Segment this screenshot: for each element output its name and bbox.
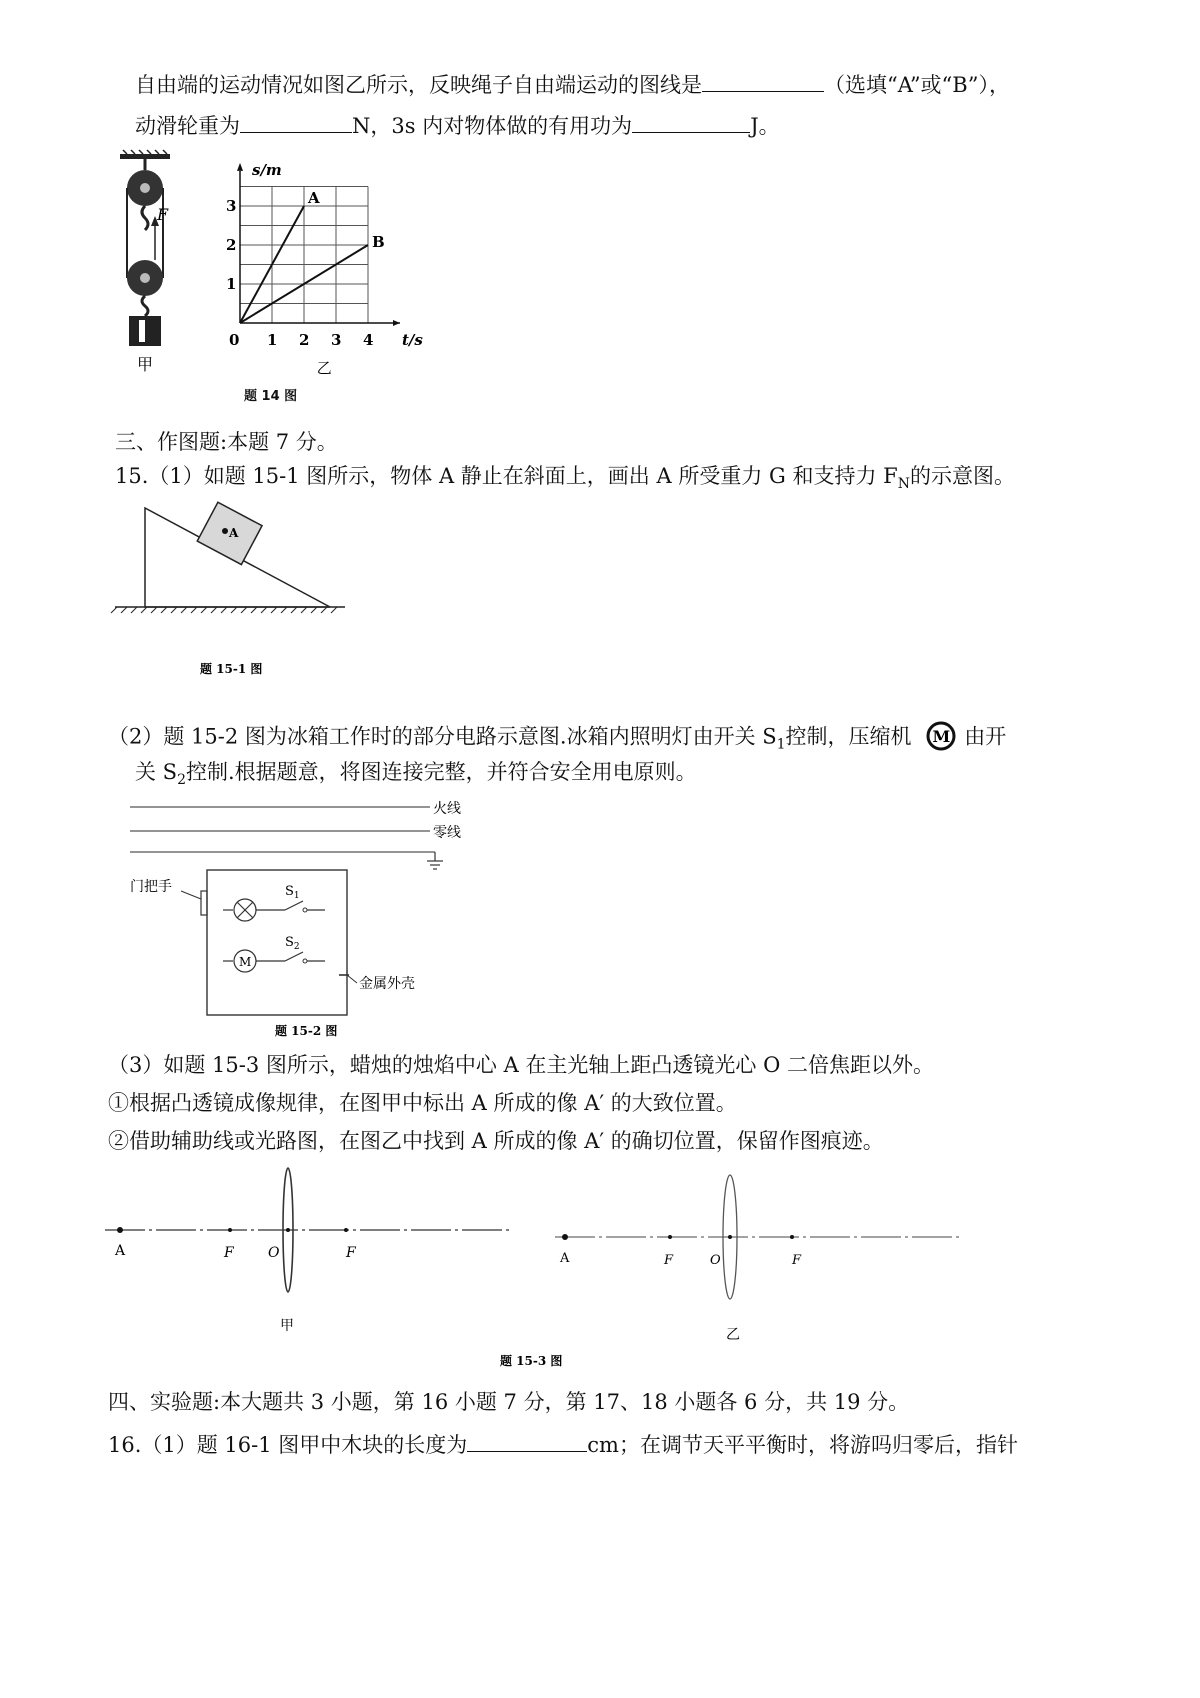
ground-hatching [111,607,337,613]
point-f-right-label: F [346,1245,356,1261]
switch-s1-icon [285,901,303,910]
q14-line1-text-a: 自由端的运动情况如图乙所示，反映绳子自由端运动的图线是 [135,73,702,97]
pulley-panel-label: 甲 [137,355,154,374]
q15-part2-line2-text-b: 控制.根据题意，将图连接完整，并符合安全用电原则。 [185,760,697,784]
x-tick-label: 4 [363,331,374,349]
door-handle-label: 门把手 [130,879,172,895]
x-tick-label: 2 [299,331,310,349]
q14-line2 [135,114,780,137]
q14-line2-text-c: J。 [750,114,780,138]
block-label: A [229,526,239,540]
q15-part3: （3）如题 15-3 图所示，蜡烛的烛焰中心 A 在主光轴上距凸透镜光心 O 二倍焦距以外。 [108,1053,934,1077]
section4-heading: 四、实验题:本大题共 3 小题，第 16 小题 7 分，第 17、18 小题各 6 分，共 19 分。 [108,1390,910,1414]
q15-part3-item1: ①根据凸透镜成像规律，在图甲中标出 A 所成的像 A′ 的大致位置。 [108,1091,737,1115]
q14-blank-pulley-weight[interactable] [240,114,352,133]
lens-diagram-jia [100,1160,520,1340]
q14-line1-text-b: （选填“A”或“B”）， [824,73,1010,97]
switch-s2-label: $S_2$ [285,935,300,952]
fig15-1-caption: 题 15-1 图 [200,662,263,676]
fig15-2-caption: 题 15-2 图 [275,1024,338,1038]
point-a-label: A [560,1251,570,1266]
section3-heading: 三、作图题:本题 7 分。 [115,430,338,454]
chart-panel-label: 乙 [316,359,332,377]
q15-part2-sub1: 1 [776,736,786,753]
circuit-diagram [125,795,485,1045]
motor-symbol-icon [924,721,958,755]
point-f-right-label: F [792,1253,802,1268]
x-tick-label: 0 [229,331,240,349]
q14-blank-line[interactable] [702,73,824,92]
q14-blank-useful-work[interactable] [632,114,750,133]
pulley-diagram [115,150,185,400]
ground-symbol-icon [427,852,443,869]
x-axis-label: t/s [402,331,423,349]
incline-diagram [115,500,375,680]
lens-yi-label: 乙 [726,1327,740,1343]
q15-part2-sub2: 2 [177,772,186,789]
q15-part2-line1 [108,721,1006,755]
q15-part2-text-a: （2）题 15-2 图为冰箱工作时的部分电路示意图.冰箱内照明灯由开关 S [108,724,777,749]
y-tick-label: 3 [226,197,237,215]
force-label: F [157,205,169,224]
point-f-left-label: F [224,1245,234,1261]
switch-s2-icon [285,952,303,961]
metal-case-label: 金属外壳 [359,976,415,992]
svg-text:M: M [932,727,951,746]
y-tick-label: 2 [226,236,237,254]
series-label-b: B [372,233,385,251]
fig15-3-caption: 题 15-3 图 [500,1354,563,1368]
q15-part2-line2-text-a: 关 S [135,760,178,784]
q15-part2-text-c: 由开 [964,724,1007,749]
q14-line2-text-a: 动滑轮重为 [135,114,240,138]
y-axis-label: s/m [252,160,282,179]
q16-line1 [108,1433,1018,1456]
q15-part1-subscript: N [897,476,910,493]
x-axis-arrow-icon [393,320,400,326]
x-tick-label: 1 [267,331,278,349]
point-f-left-label: F [664,1253,674,1268]
y-tick-label: 1 [226,275,237,293]
neutral-wire-label: 零线 [433,825,461,841]
x-tick-label: 3 [331,331,342,349]
switch-s1-label: $S_1$ [285,884,300,901]
q15-part1-text-b: 的示意图。 [909,464,1015,488]
y-axis-arrow-icon [237,163,243,171]
q14-caption: 题 14 图 [244,389,298,404]
lens-jia-label: 甲 [280,1318,294,1334]
q16-blank-length[interactable] [467,1433,587,1452]
motor-label: M [239,955,252,969]
lens-diagram-yi [500,1165,970,1368]
point-a-label: A [115,1243,126,1259]
q15-part2-line2 [135,762,697,787]
q14-line2-text-b: N，3s 内对物体做的有用功为 [352,114,633,138]
point-o-label: O [710,1253,721,1268]
q15-part2-text-b: 控制，压缩机 [785,724,912,749]
series-label-a: A [308,189,320,207]
q16-text-a: 16.（1）题 16-1 图甲中木块的长度为 [108,1433,468,1457]
q15-part3-item2: ②借助辅助线或光路图，在图乙中找到 A 所成的像 A′ 的确切位置，保留作图痕迹。 [108,1129,884,1153]
q16-text-b: cm；在调节天平平衡时，将游吗归零后，指针 [587,1433,1018,1457]
s-t-chart [220,160,440,378]
q15-part1 [115,466,1015,491]
live-wire-label: 火线 [433,801,461,817]
q14-line1 [135,73,1010,96]
point-o-label: O [268,1245,280,1261]
q15-part1-text-a: 15.（1）如题 15-1 图所示，物体 A 静止在斜面上，画出 A 所受重力 G 和支持力 F [115,464,898,488]
